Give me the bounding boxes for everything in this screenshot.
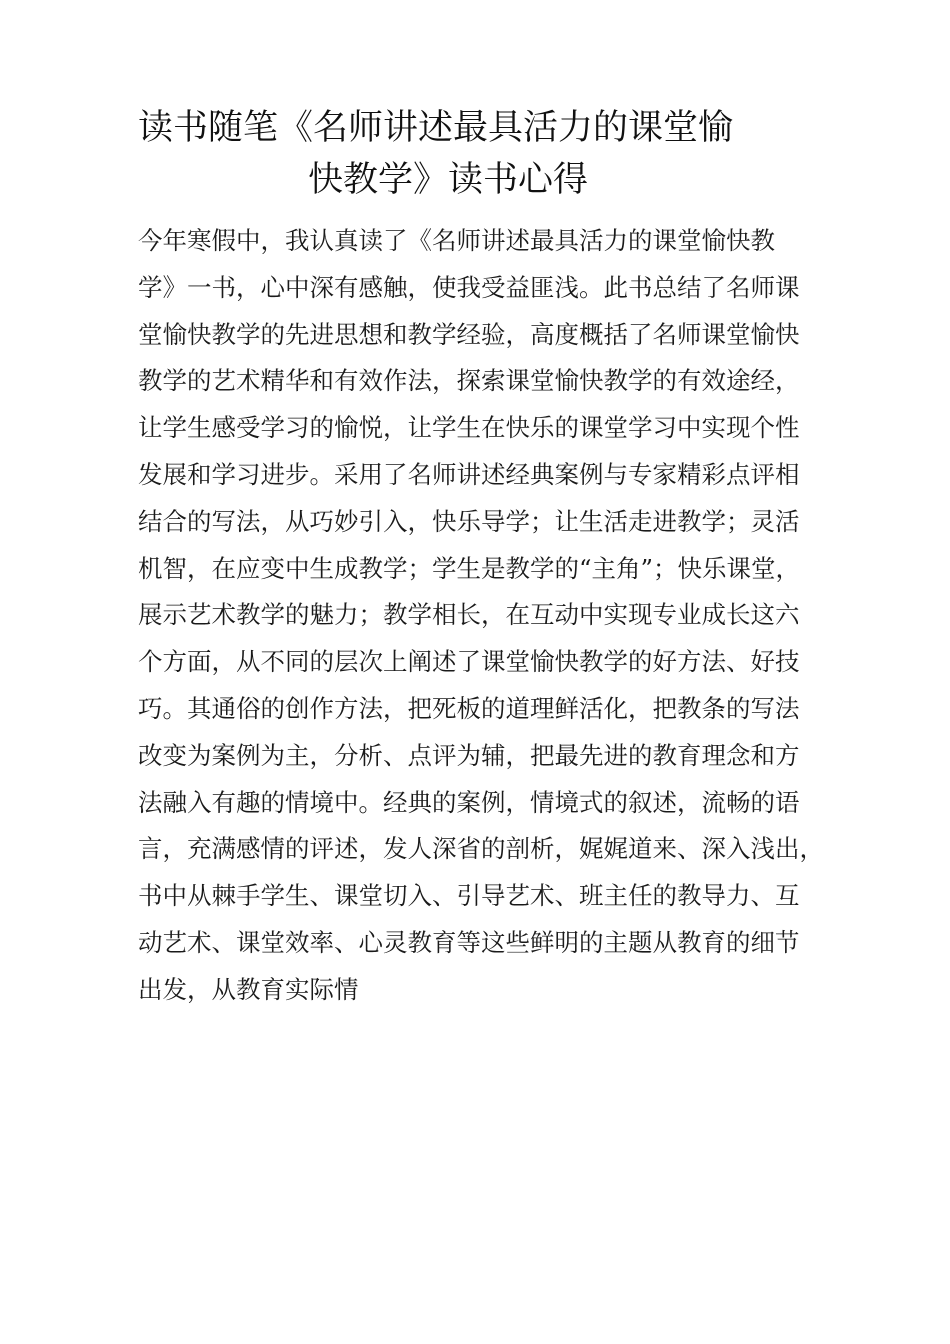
body-line: 书中从棘手学生、课堂切入、引导艺术、班主任的教导力、互 [138, 881, 800, 911]
body-line: 展示艺术教学的魅力；教学相长，在互动中实现专业成长这六 [138, 600, 800, 630]
body-line: 堂愉快教学的先进思想和教学经验，高度概括了名师课堂愉快 [138, 319, 800, 349]
body-line: 改变为案例为主，分析、点评为辅，把最先进的教育理念和方 [138, 740, 800, 770]
body-line: 个方面，从不同的层次上阐述了课堂愉快教学的好方法、好技 [138, 647, 800, 677]
body-line: 发展和学习进步。采用了名师讲述经典案例与专家精彩点评相 [138, 459, 800, 489]
body-line: 动艺术、课堂效率、心灵教育等这些鲜明的主题从教育的细节 [138, 927, 800, 957]
body-line: 机智，在应变中生成教学；学生是教学的“主角”；快乐课堂， [138, 553, 801, 583]
title-line-1: 读书随笔《名师讲述最具活力的课堂愉 [138, 108, 734, 148]
body-line: 巧。其通俗的创作方法，把死板的道理鲜活化，把教条的写法 [138, 693, 800, 723]
title-line-2: 快教学》读书心得 [308, 160, 589, 200]
body-line: 今年寒假中，我认真读了《名师讲述最具活力的课堂愉快教 [138, 226, 775, 255]
body-line: 言，充满感情的评述，发人深省的剖析，娓娓道来、深入浅出， [138, 834, 824, 864]
body-line: 学》一书，心中深有感触，使我受益匪浅。此书总结了名师课 [138, 272, 800, 302]
document-title [120, 102, 820, 206]
body-line: 法融入有趣的情境中。经典的案例，情境式的叙述，流畅的语 [138, 787, 800, 817]
body-line: 出发，从教育实际情 [138, 974, 359, 1004]
body-line: 教学的艺术精华和有效作法，探索课堂愉快教学的有效途经， [138, 366, 800, 396]
body-line: 让学生感受学习的愉悦，让学生在快乐的课堂学习中实现个性 [138, 413, 800, 443]
document-body [138, 218, 858, 1014]
body-line: 结合的写法，从巧妙引入，快乐导学；让生活走进教学；灵活 [138, 506, 800, 536]
